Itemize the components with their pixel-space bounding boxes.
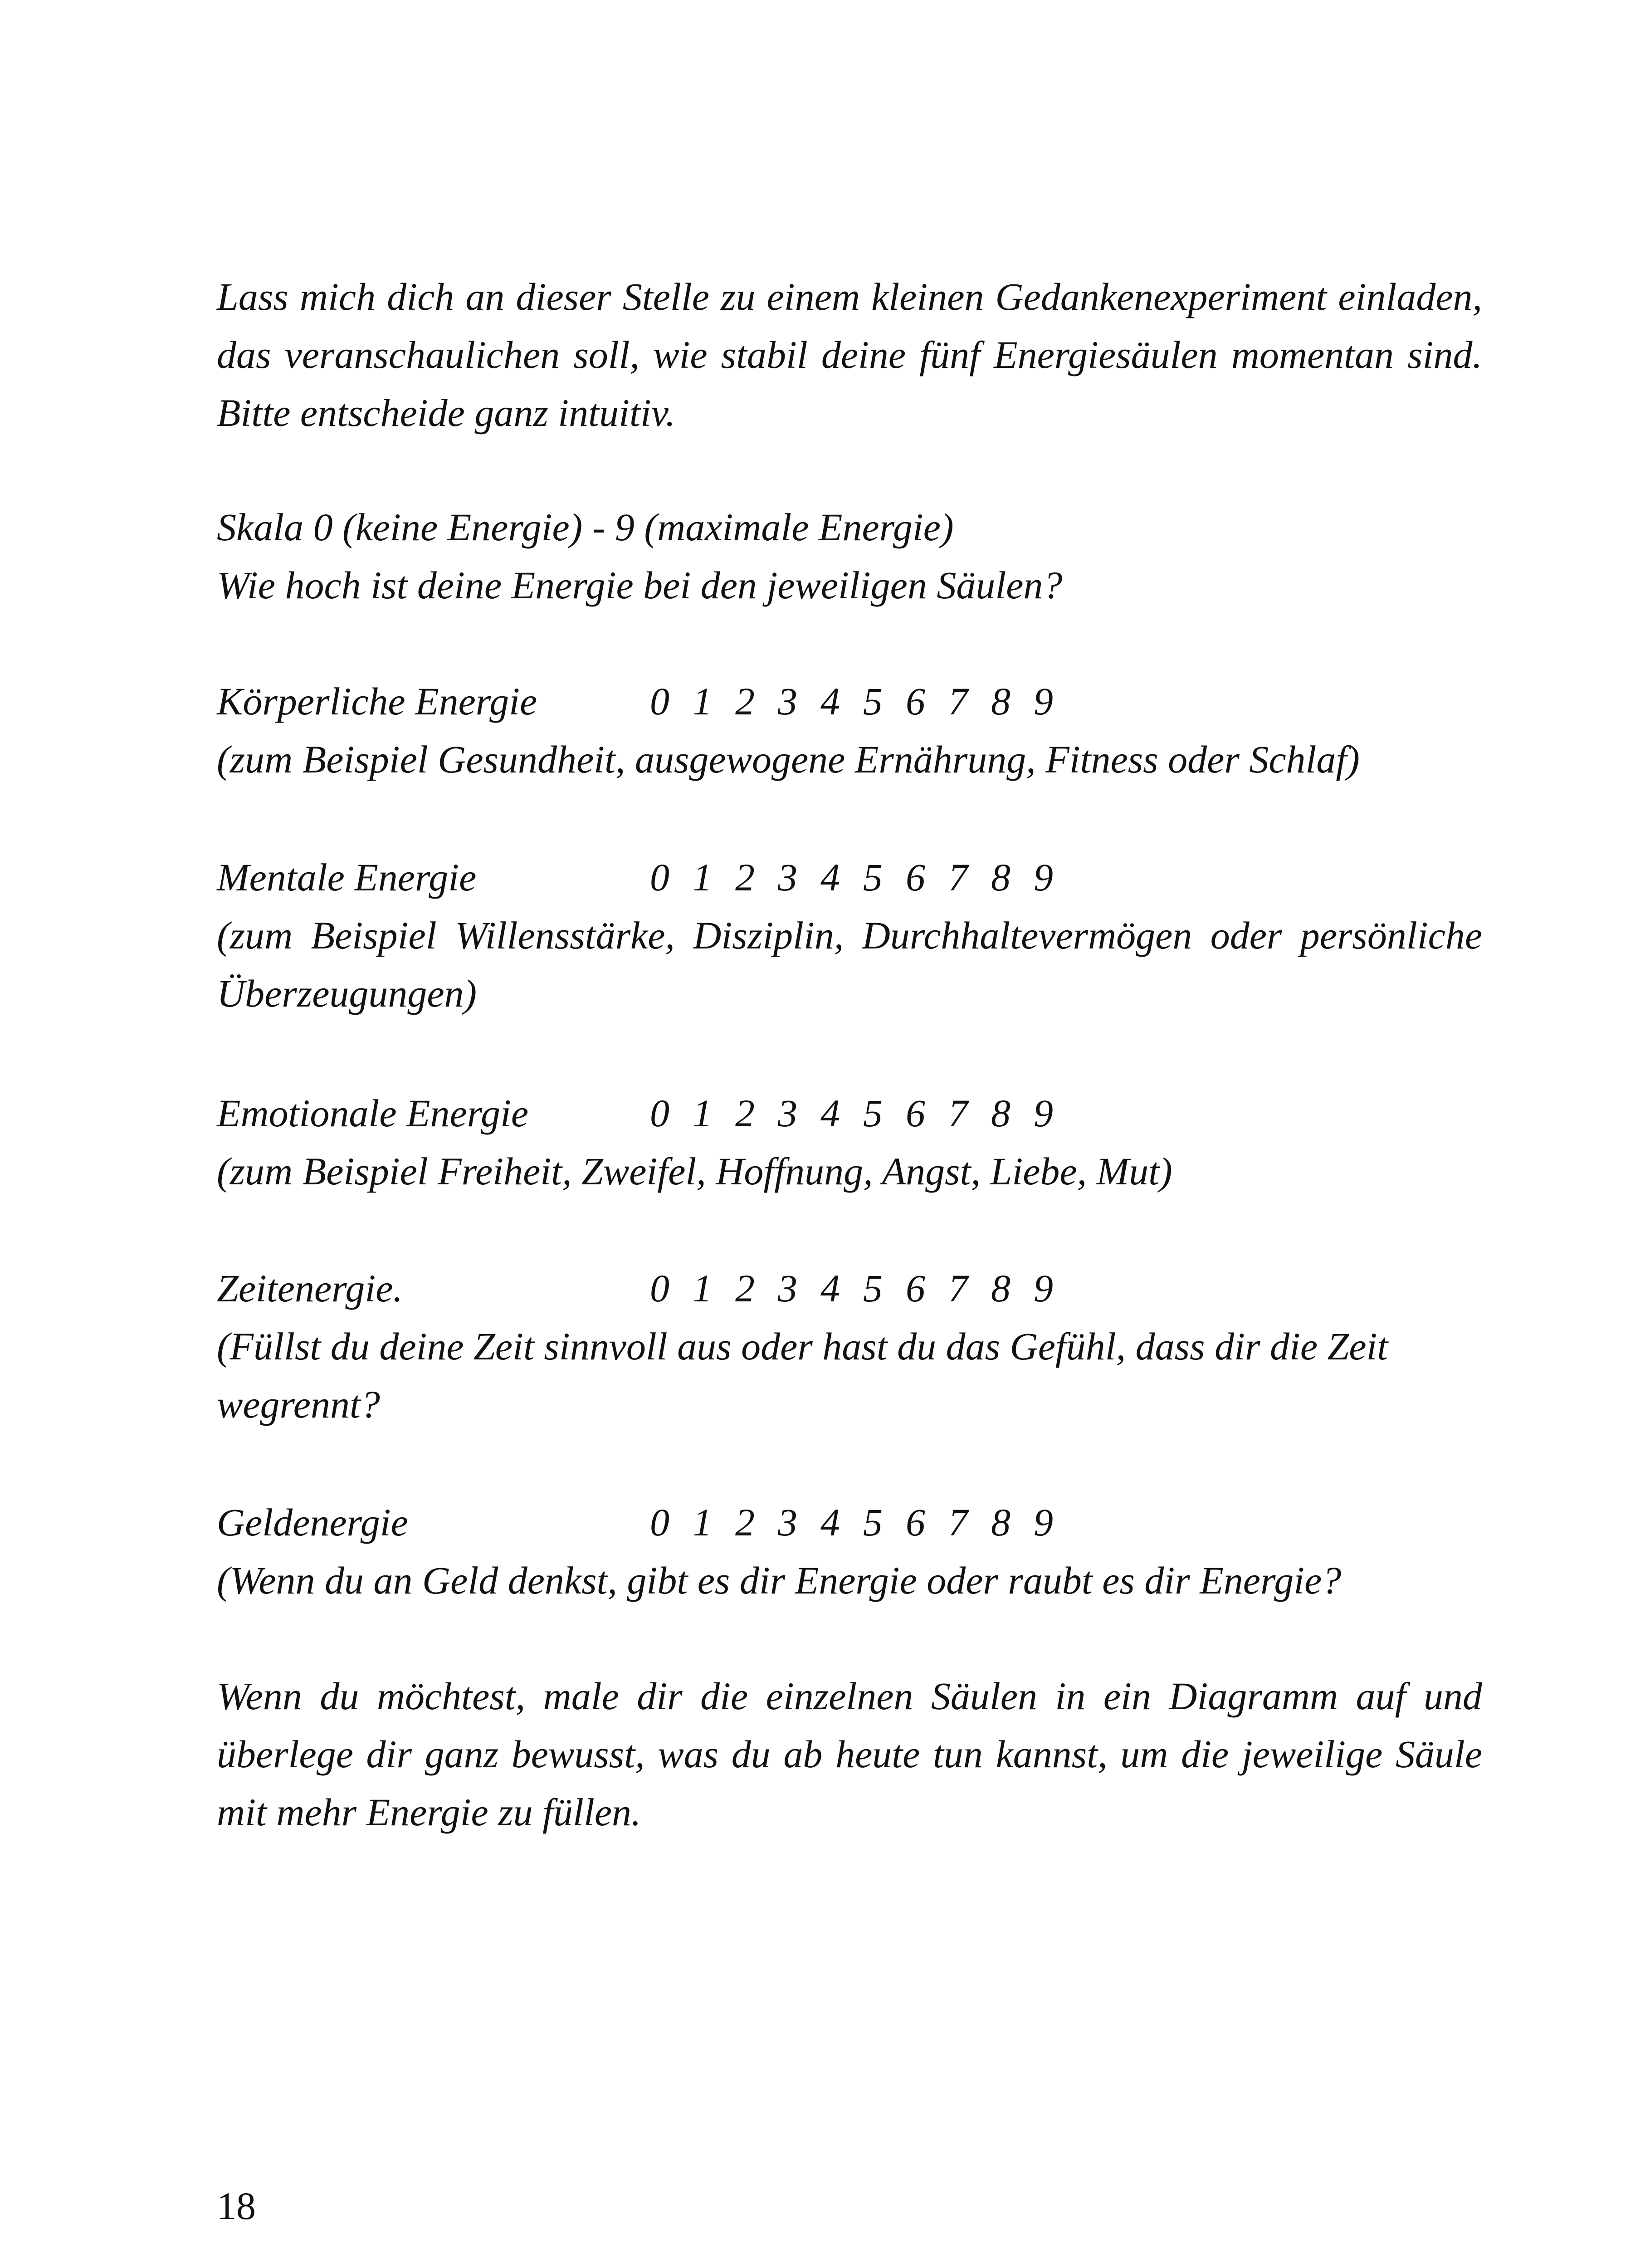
rating-digit: 3	[778, 855, 797, 899]
pillar-description: (zum Beispiel Freiheit, Zweifel, Hoffnung, Angst, Liebe, Mut)	[217, 1149, 1172, 1193]
scale-instructions	[217, 498, 1482, 614]
rating-digit: 8	[991, 1266, 1011, 1310]
rating-scale	[650, 1493, 1076, 1551]
pillar-description: (zum Beispiel Willensstärke, Disziplin, Durchhaltevermögen oder persönliche Überzeugungen)	[217, 914, 1482, 1015]
rating-digit: 0	[650, 1266, 669, 1310]
rating-digit: 5	[863, 855, 883, 899]
pillar-rating-row	[217, 1084, 1482, 1142]
pillar-name: Zeitenergie.	[217, 1266, 403, 1310]
rating-digit: 7	[948, 855, 968, 899]
scale-question-text: Wie hoch ist deine Energie bei den jeweiligen Säulen?	[217, 563, 1063, 607]
rating-digit: 7	[948, 1266, 968, 1310]
rating-digit: 0	[650, 679, 669, 723]
rating-digit: 0	[650, 1501, 669, 1544]
rating-digit: 3	[778, 1091, 797, 1135]
pillar-time	[217, 1259, 1482, 1433]
pillar-mental	[217, 848, 1482, 1022]
rating-digit: 2	[735, 1091, 755, 1135]
rating-digit: 9	[1034, 679, 1053, 723]
pillar-name: Emotionale Energie	[217, 1091, 529, 1135]
rating-digit: 6	[906, 1091, 925, 1135]
rating-digit: 6	[906, 855, 925, 899]
scale-range-text: Skala 0 (keine Energie) - 9 (maximale Energie)	[217, 505, 954, 549]
rating-digit: 4	[820, 1266, 840, 1310]
rating-digit: 5	[863, 679, 883, 723]
rating-digit: 3	[778, 1266, 797, 1310]
rating-digit: 0	[650, 855, 669, 899]
rating-digit: 9	[1034, 855, 1053, 899]
rating-scale	[650, 1259, 1076, 1317]
rating-digit: 1	[693, 855, 712, 899]
rating-digit: 3	[778, 679, 797, 723]
rating-scale	[650, 672, 1076, 730]
pillar-description: (zum Beispiel Gesundheit, ausgewogene Ernährung, Fitness oder Schlaf)	[217, 738, 1360, 781]
pillar-emotional	[217, 1084, 1482, 1200]
rating-digit: 4	[820, 855, 840, 899]
pillar-rating-row	[217, 848, 1482, 906]
rating-digit: 5	[863, 1091, 883, 1135]
pillar-name: Körperliche Energie	[217, 679, 537, 723]
rating-digit: 2	[735, 1501, 755, 1544]
pillar-rating-row	[217, 672, 1482, 730]
rating-digit: 8	[991, 855, 1011, 899]
rating-digit: 1	[693, 1501, 712, 1544]
rating-digit: 9	[1034, 1266, 1053, 1310]
rating-digit: 9	[1034, 1501, 1053, 1544]
pillar-name: Geldenergie	[217, 1501, 408, 1544]
rating-digit: 1	[693, 679, 712, 723]
rating-scale	[650, 848, 1076, 906]
rating-digit: 4	[820, 1501, 840, 1544]
rating-digit: 5	[863, 1266, 883, 1310]
rating-digit: 4	[820, 679, 840, 723]
rating-digit: 7	[948, 679, 968, 723]
rating-digit: 6	[906, 1501, 925, 1544]
rating-digit: 7	[948, 1091, 968, 1135]
rating-digit: 8	[991, 1091, 1011, 1135]
pillar-description: (Füllst du deine Zeit sinnvoll aus oder hast du das Gefühl, dass dir die Zeit wegrennt?	[217, 1325, 1388, 1426]
rating-digit: 0	[650, 1091, 669, 1135]
rating-digit: 2	[735, 855, 755, 899]
pillar-description: (Wenn du an Geld denkst, gibt es dir Energie oder raubt es dir Energie?	[217, 1559, 1342, 1602]
rating-digit: 8	[991, 679, 1011, 723]
pillar-money	[217, 1493, 1482, 1609]
rating-digit: 2	[735, 1266, 755, 1310]
rating-digit: 9	[1034, 1091, 1053, 1135]
rating-digit: 6	[906, 1266, 925, 1310]
rating-digit: 7	[948, 1501, 968, 1544]
pillar-physical	[217, 672, 1482, 788]
rating-digit: 1	[693, 1266, 712, 1310]
outro-paragraph: Wenn du möchtest, male dir die einzelnen Säulen in ein Diagramm auf und überlege dir ganz bewusst, was du ab heute tun kannst, um die jeweilige Säule mit mehr Energie zu füllen.	[217, 1674, 1482, 1834]
page-number: 18	[217, 2184, 256, 2228]
rating-digit: 4	[820, 1091, 840, 1135]
rating-digit: 5	[863, 1501, 883, 1544]
rating-scale	[650, 1084, 1076, 1142]
rating-digit: 2	[735, 679, 755, 723]
pillar-rating-row	[217, 1259, 1482, 1317]
rating-digit: 6	[906, 679, 925, 723]
intro-paragraph: Lass mich dich an dieser Stelle zu einem kleinen Gedankenexperiment einladen, das veranschaulichen soll, wie stabil deine fünf Energiesäulen momentan sind. Bitte entscheide ganz intuitiv.	[217, 275, 1482, 435]
rating-digit: 8	[991, 1501, 1011, 1544]
rating-digit: 1	[693, 1091, 712, 1135]
rating-digit: 3	[778, 1501, 797, 1544]
pillar-name: Mentale Energie	[217, 855, 477, 899]
pillar-rating-row	[217, 1493, 1482, 1551]
